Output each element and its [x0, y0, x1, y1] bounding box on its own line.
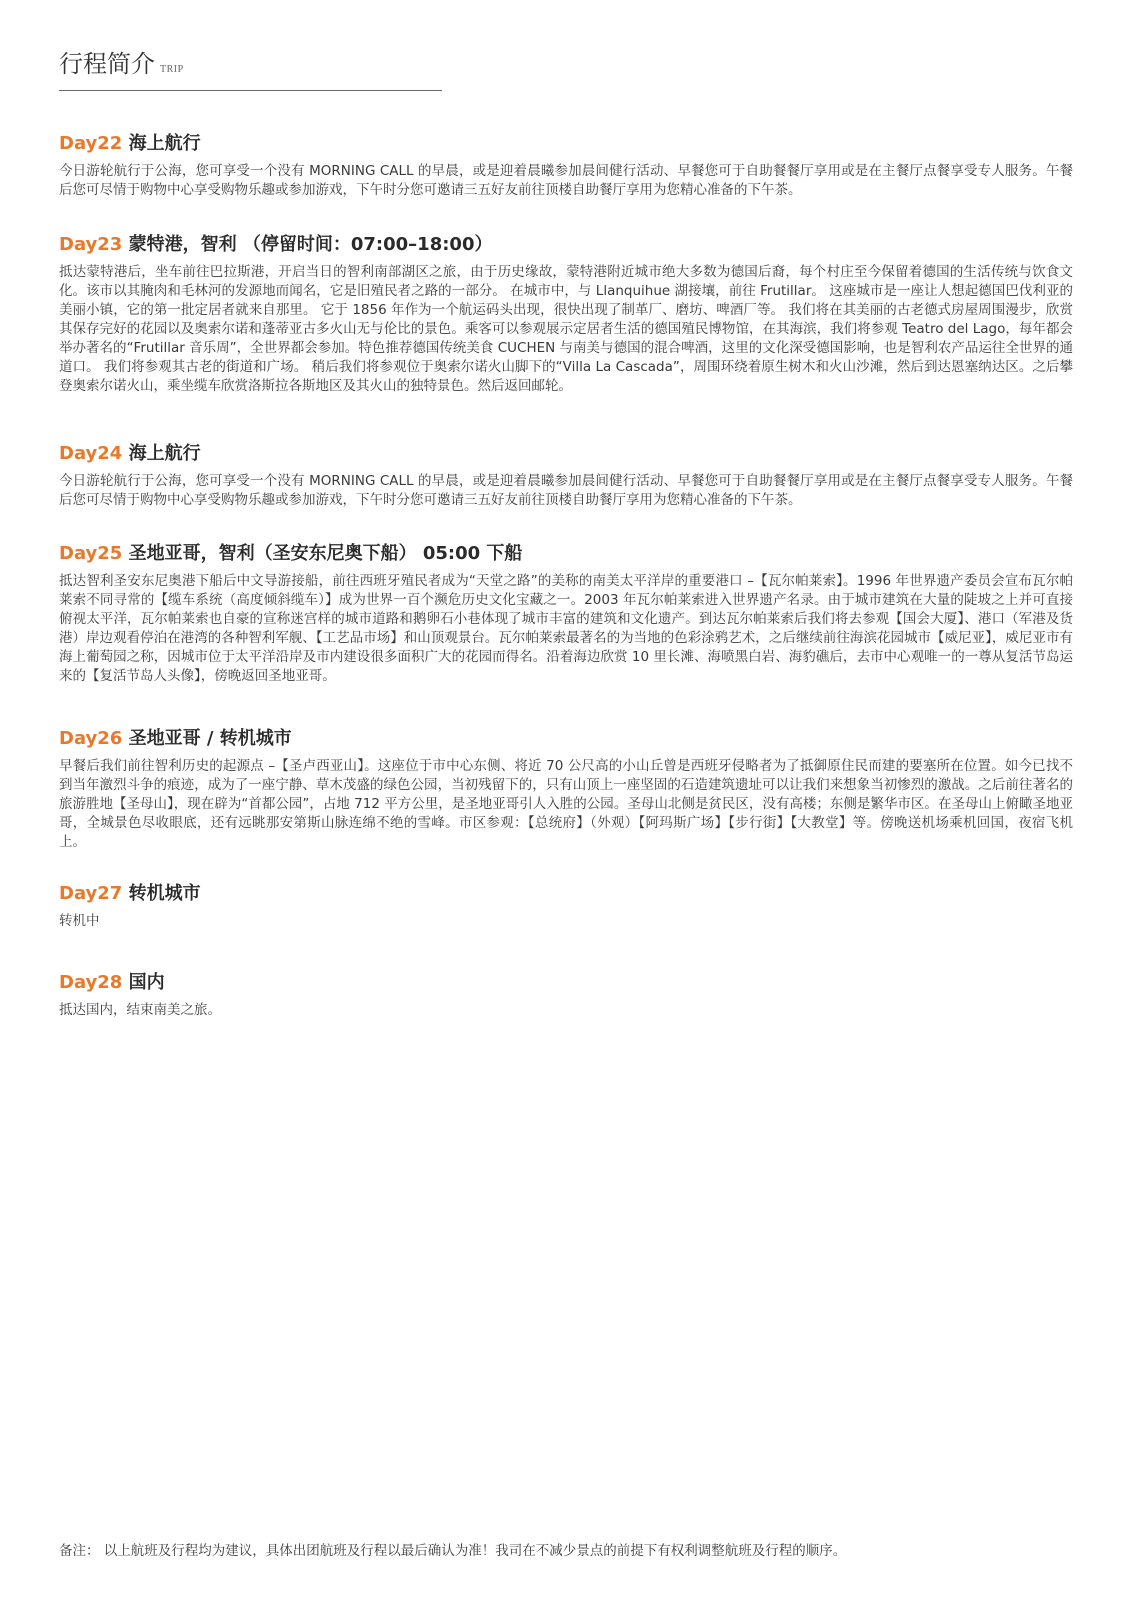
day-label: Day23 — [59, 234, 123, 255]
day-label: Day25 — [59, 543, 123, 564]
day-label: Day27 — [59, 883, 123, 904]
day-section-27 — [59, 880, 1073, 931]
day-label: Day28 — [59, 972, 123, 993]
footer-note: 备注： 以上航班及行程均为建议，具体出团航班及行程以最后确认为准！我司在不减少景点的前提下有权利调整航班及行程的顺序。 — [59, 1543, 847, 1559]
day-title: 国内 — [128, 972, 165, 993]
day-description: 抵达蒙特港后，坐车前往巴拉斯港，开启当日的智利南部湖区之旅，由于历史缘故，蒙特港附近城市绝大多数为德国后裔，每个村庄至今保留着德国的生活传统与饮食文化。该市以其腌肉和毛林河的发源地而闻名，它是旧殖民者之路的一部分。 在城市中，与 Llanquihue 湖接壤，前往 Frutillar。 这座城市是一座让人想起德国巴伐利亚的美丽小镇，它的第一批定居者就来自那里。 它于 1856 年作为一个航运码头出现，很快出现了制革厂、磨坊、啤酒厂等。 我们将在其美丽的古老德式房屋周围漫步，欣赏其保存完好的花园以及奥索尔诺和蓬蒂亚古多火山无与伦比的景色。乘客可以参观展示定居者生活的德国殖民博物馆，在其海滨，我们将参观 Teatro del Lago，每年都会举办著名的“Frutillar 音乐周”，全世界都会参加。特色推荐德国传统美食 CUCHEN 与南美与德国的混合啤酒，这里的文化深受德国影响，也是智利农产品运往全世界的通道口。 我们将参观其古老的街道和广场。 稍后我们将参观位于奥索尔诺火山脚下的“Villa La Cascada”，周围环绕着原生树木和火山沙滩，然后到达恩塞纳达区。之后攀登奥索尔诺火山，乘坐缆车欣赏洛斯拉各斯地区及其火山的独特景色。然后返回邮轮。 — [59, 264, 1073, 394]
day-title: 海上航行 — [128, 443, 201, 464]
page-title: 行程简介 — [59, 50, 155, 78]
day-title: 圣地亚哥，智利（圣安东尼奥下船） 05:00 下船 — [128, 543, 523, 564]
day-heading — [59, 231, 1073, 259]
day-section-24 — [59, 440, 1073, 510]
day-heading — [59, 440, 1073, 468]
day-description: 转机中 — [59, 913, 100, 929]
day-section-28 — [59, 969, 1073, 1020]
day-section-26 — [59, 725, 1073, 852]
day-description: 早餐后我们前往智利历史的起源点 –【圣卢西亚山】。这座位于市中心东侧、将近 70 公尺高的小山丘曾是西班牙侵略者为了抵御原住民而建的要塞所在位置。如今已找不到当年激烈斗争的痕迹，成为了一座宁静、草木茂盛的绿色公园，当初残留下的，只有山顶上一座坚固的石造建筑遗址可以让我们来想象当初惨烈的激战。之后前往著名的旅游胜地【圣母山】，现在辟为“首都公园”，占地 712 平方公里，是圣地亚哥引人入胜的公园。圣母山北侧是贫民区，没有高楼；东侧是繁华市区。在圣母山上俯瞰圣地亚哥，全城景色尽收眼底，还有远眺那安第斯山脉连绵不绝的雪峰。市区参观：【总统府】（外观）【阿玛斯广场】【步行街】【大教堂】等。傍晚送机场乘机回国，夜宿飞机上。 — [59, 758, 1073, 850]
day-label: Day24 — [59, 443, 123, 464]
day-section-23 — [59, 231, 1073, 396]
day-heading — [59, 725, 1073, 753]
day-description: 抵达国内，结束南美之旅。 — [59, 1002, 221, 1018]
day-section-22 — [59, 130, 1073, 200]
day-heading — [59, 130, 1073, 158]
day-heading — [59, 969, 1073, 997]
day-title: 蒙特港，智利 （停留时间：07:00–18:00） — [128, 234, 493, 255]
day-section-25 — [59, 540, 1073, 686]
day-title: 海上航行 — [128, 133, 201, 154]
day-description: 今日游轮航行于公海，您可享受一个没有 MORNING CALL 的早晨，或是迎着晨曦参加晨间健行活动、早餐您可于自助餐餐厅享用或是在主餐厅点餐享受专人服务。午餐后您可尽情于购物中心享受购物乐趣或参加游戏，下午时分您可邀请三五好友前往顶楼自助餐厅享用为您精心准备的下午茶。 — [59, 163, 1073, 198]
day-title: 转机城市 — [128, 883, 201, 904]
page-subtitle: TRIP — [160, 64, 184, 75]
page-header — [59, 44, 442, 91]
day-heading — [59, 880, 1073, 908]
day-label: Day26 — [59, 728, 123, 749]
day-description: 抵达智利圣安东尼奥港下船后中文导游接船，前往西班牙殖民者成为“天堂之路”的美称的南美太平洋岸的重要港口 –【瓦尔帕莱索】。1996 年世界遗产委员会宣布瓦尔帕莱索不同寻常的【缆车系统（高度倾斜缆车）】成为世界一百个濒危历史文化宝藏之一。2003 年瓦尔帕莱索进入世界遗产名录。由于城市建筑在大量的陡坡之上并可直接俯视太平洋，瓦尔帕莱索也自豪的宣称迷宫样的城市道路和鹅卵石小巷体现了城市丰富的建筑和文化遗产。到达瓦尔帕莱索后我们将去参观【国会大厦】、港口（军港及货港）岸边观看停泊在港湾的各种智利军舰、【工艺品市场】和山顶观景台。瓦尔帕莱索最著名的为当地的色彩涂鸦艺术，之后继续前往海滨花园城市【威尼亚】，威尼亚市有海上葡萄园之称，因城市位于太平洋沿岸及市内建设很多面积广大的花园而得名。沿着海边欣赏 10 里长滩、海喷黑白岩、海豹礁后，去市中心观唯一的一尊从复活节岛运来的【复活节岛人头像】，傍晚返回圣地亚哥。 — [59, 573, 1073, 684]
day-description: 今日游轮航行于公海，您可享受一个没有 MORNING CALL 的早晨，或是迎着晨曦参加晨间健行活动、早餐您可于自助餐餐厅享用或是在主餐厅点餐享受专人服务。午餐后您可尽情于购物中心享受购物乐趣或参加游戏，下午时分您可邀请三五好友前往顶楼自助餐厅享用为您精心准备的下午茶。 — [59, 473, 1073, 508]
day-label: Day22 — [59, 133, 123, 154]
day-title: 圣地亚哥 / 转机城市 — [128, 728, 292, 749]
day-heading — [59, 540, 1073, 568]
